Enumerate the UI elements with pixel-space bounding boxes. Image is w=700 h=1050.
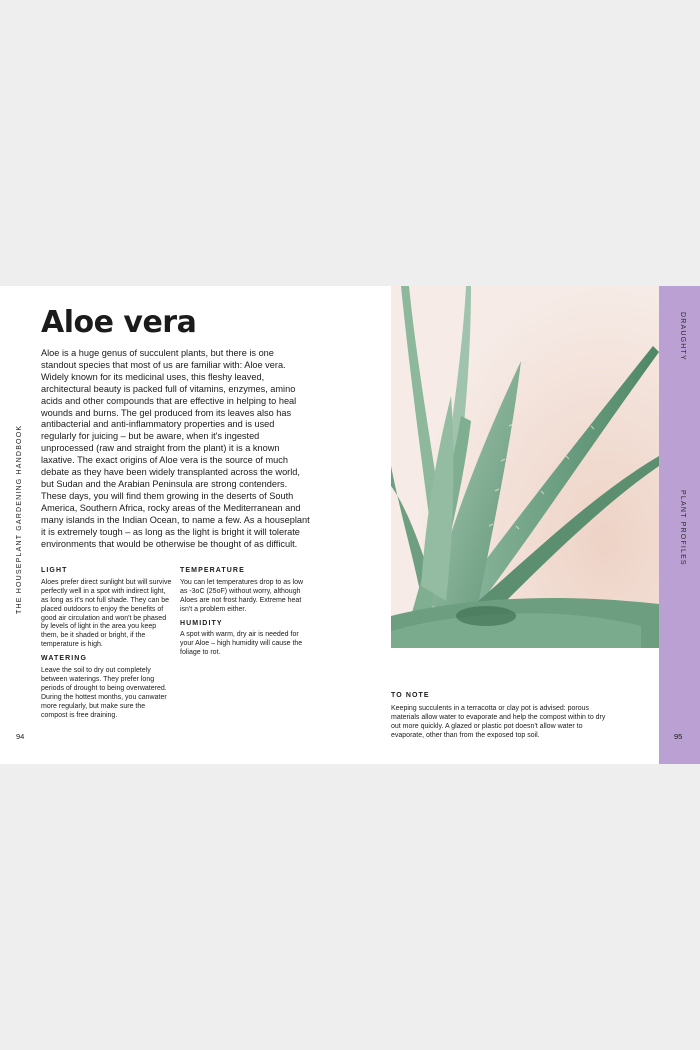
watering-text: Leave the soil to dry out completely between waterings. They prefer long periods of drought to being overwatered. During the hottest months, you canwater more regularly, but make sure the compost is free draining. (41, 667, 167, 719)
tab-label-draughty: DRAUGHTY (679, 312, 686, 361)
care-column-right (180, 567, 312, 663)
care-column-left (41, 567, 173, 726)
to-note-box (391, 692, 616, 741)
page-number-right: 95 (674, 732, 683, 741)
spine-running-head: THE HOUSEPLANT GARDENING HANDBOOK (16, 424, 23, 614)
temperature-heading: TEMPERATURE (180, 567, 245, 574)
temperature-text: You can let temperatures drop to as low as -3oC (25oF) without worry, although Aloes are not frost hardy. Extreme heat isn't a problem either. (180, 578, 304, 613)
page-number-left: 94 (16, 732, 25, 741)
light-text: Aloes prefer direct sunlight but will survive perfectly well in a spot with indirect light, as long as it's not full shade. They can be placed outdoors to enjoy the benefits of good air circulation and won't be phased by levels of light in the area you keep them, be it shaded or bright, if the temperature is high. (41, 578, 172, 649)
humidity-text: A spot with warm, dry air is needed for your Aloe – high humidity will cause the foliage to rot. (180, 631, 303, 657)
tab-label-plant-profiles: PLANT PROFILES (679, 490, 686, 566)
aloe-photo (391, 286, 659, 648)
intro-paragraph: Aloe is a huge genus of succulent plants, but there is one standout species that most of us are familiar with: Aloe vera. Widely known for its medicinal uses, this fleshy leaved, architectural beauty is packed full of vitamins, enzymes, amino acids and other compounds that are effective in helping to heal wounds and burns. The gel produced from its leaves also has antibacterial and anti-inflammatory properties and is used regularly for juicing – but be aware, when it's ingested unprocessed (raw and straight from the plant) it is a known laxative. The exact origins of Aloe vera is the source of much debate as they have been widely transplanted across the world, but Sudan and the Arabian Peninsula are strong contenders. These days, you will find them growing in the deserts of South America, Southern Africa, rocky areas of the Mediterranean and many islands in the Indian Ocean, to name a few. As a houseplant it is extremely tough – as long as the light is bright it will tolerate environments that would be otherwise be thought of as difficult. (41, 348, 310, 549)
to-note-text: Keeping succulents in a terracotta or clay pot is advised: porous materials allow water to evaporate and help the compost within to dry out more quickly. A glazed or plastic pot doesn't allow water to evaporate, other than from the exposed top soil. (391, 704, 606, 739)
aloe-plant-illustration (391, 286, 659, 648)
watering-heading: WATERING (41, 655, 88, 663)
to-note-heading: TO NOTE (391, 692, 430, 699)
light-heading: LIGHT (41, 567, 68, 574)
humidity-heading: HUMIDITY (180, 619, 223, 627)
page-title: Aloe vera (41, 305, 197, 340)
